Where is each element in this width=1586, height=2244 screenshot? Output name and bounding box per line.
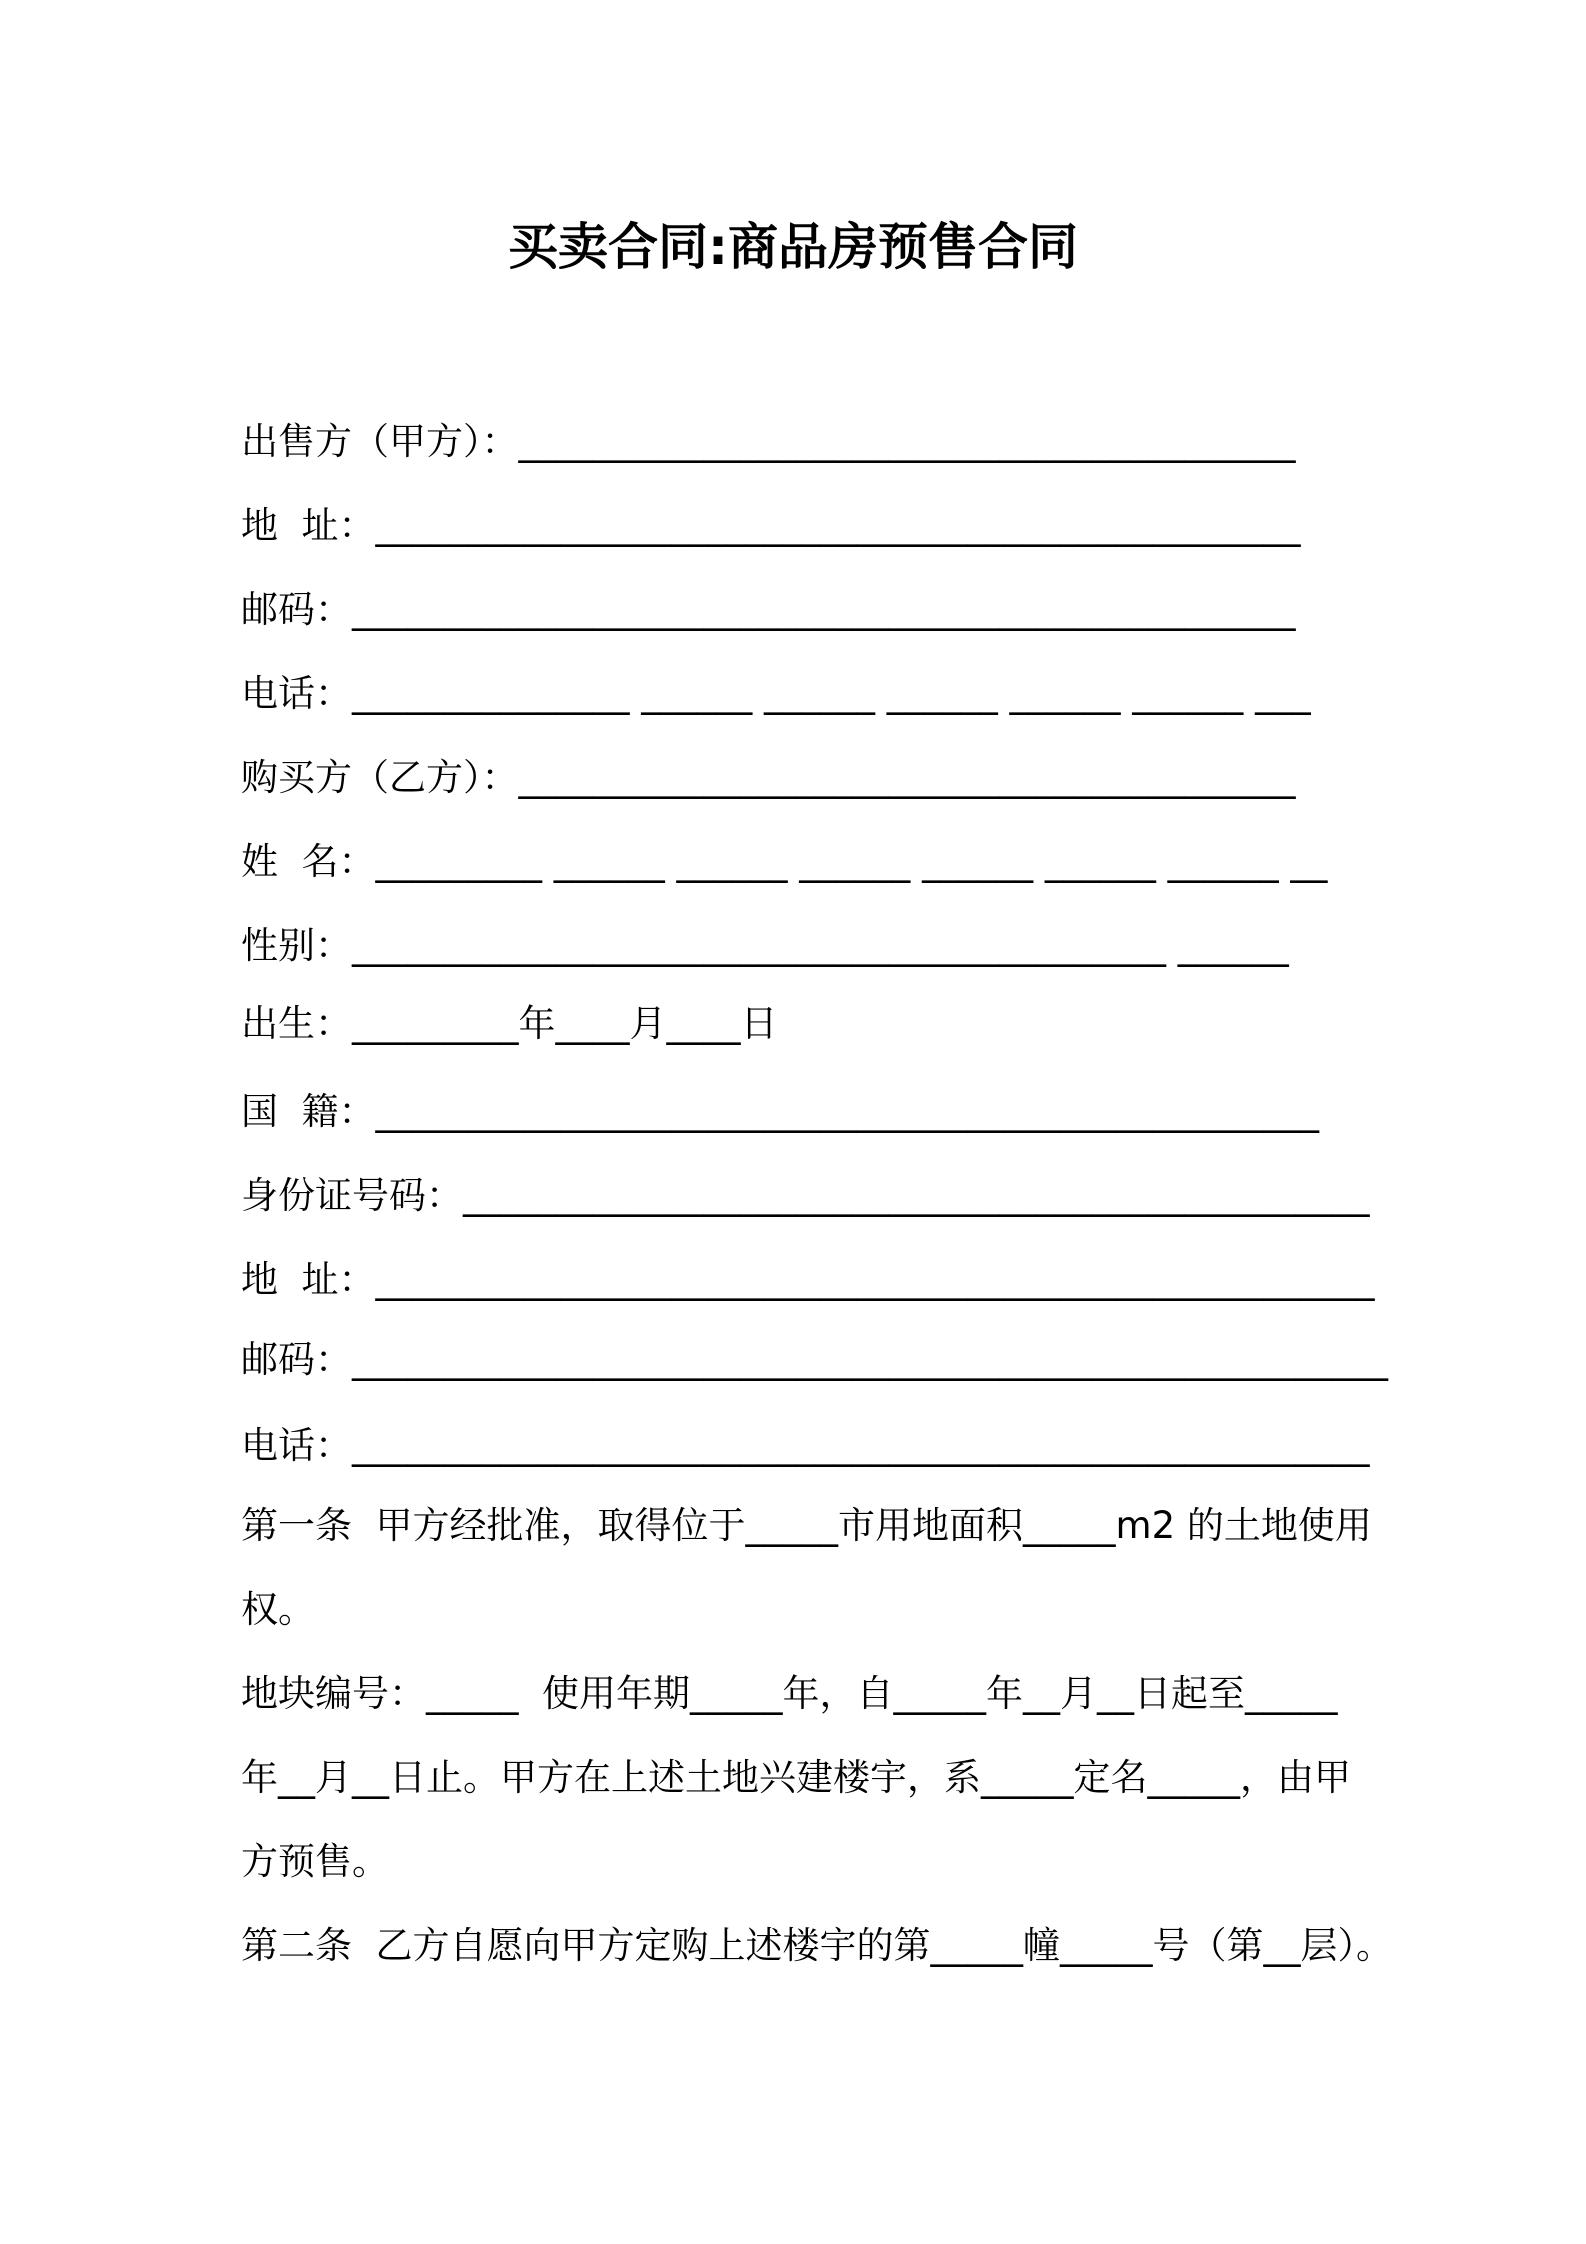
buyer-address-line: 地 址：______________________________________________________ [241,1258,1375,1301]
seller-address-line: 地 址：__________________________________________________ [241,504,1301,547]
buyer-phone-line: 电话：_______________________________________________________ [241,1424,1370,1467]
buyer-line: 购买方（乙方）：__________________________________________ [241,756,1296,799]
document-title: 买卖合同:商品房预售合同 [508,218,1078,276]
article-1-line-1: 第一条 甲方经批准，取得位于_____市用地面积_____m2 的土地使用 [241,1504,1372,1547]
article-2-line-1: 第二条 乙方自愿向甲方定购上述楼宇的第_____幢_____号（第__层）。 [241,1924,1394,1967]
buyer-birth-line: 出生：_________年____月____日 [241,1002,778,1045]
buyer-id-number-line: 身份证号码：_________________________________________________ [241,1174,1370,1217]
seller-name-line: 出售方（甲方）：__________________________________________ [241,420,1296,463]
buyer-nationality-line: 国 籍：___________________________________________________ [241,1090,1320,1133]
buyer-gender-line: 性别：____________________________________________ ______ [241,924,1289,967]
buyer-name-line: 姓 名：_________ ______ ______ ______ ______ ______ ______ __ [241,840,1328,883]
article-1-line-2: 权。 [241,1588,315,1631]
article-1-line-3: 地块编号：_____ 使用年期_____年，自_____年__月__日起至_____ [241,1672,1338,1715]
seller-phone-line: 电话：_______________ ______ ______ ______ ______ ______ ___ [241,672,1311,715]
seller-postcode-line: 邮码：___________________________________________________ [241,588,1296,631]
buyer-postcode-line: 邮码：________________________________________________________ [241,1338,1388,1381]
article-1-line-5: 方预售。 [241,1840,389,1883]
article-1-line-4: 年__月__日止。甲方在上述土地兴建楼宇，系_____定名_____，由甲 [241,1756,1351,1799]
